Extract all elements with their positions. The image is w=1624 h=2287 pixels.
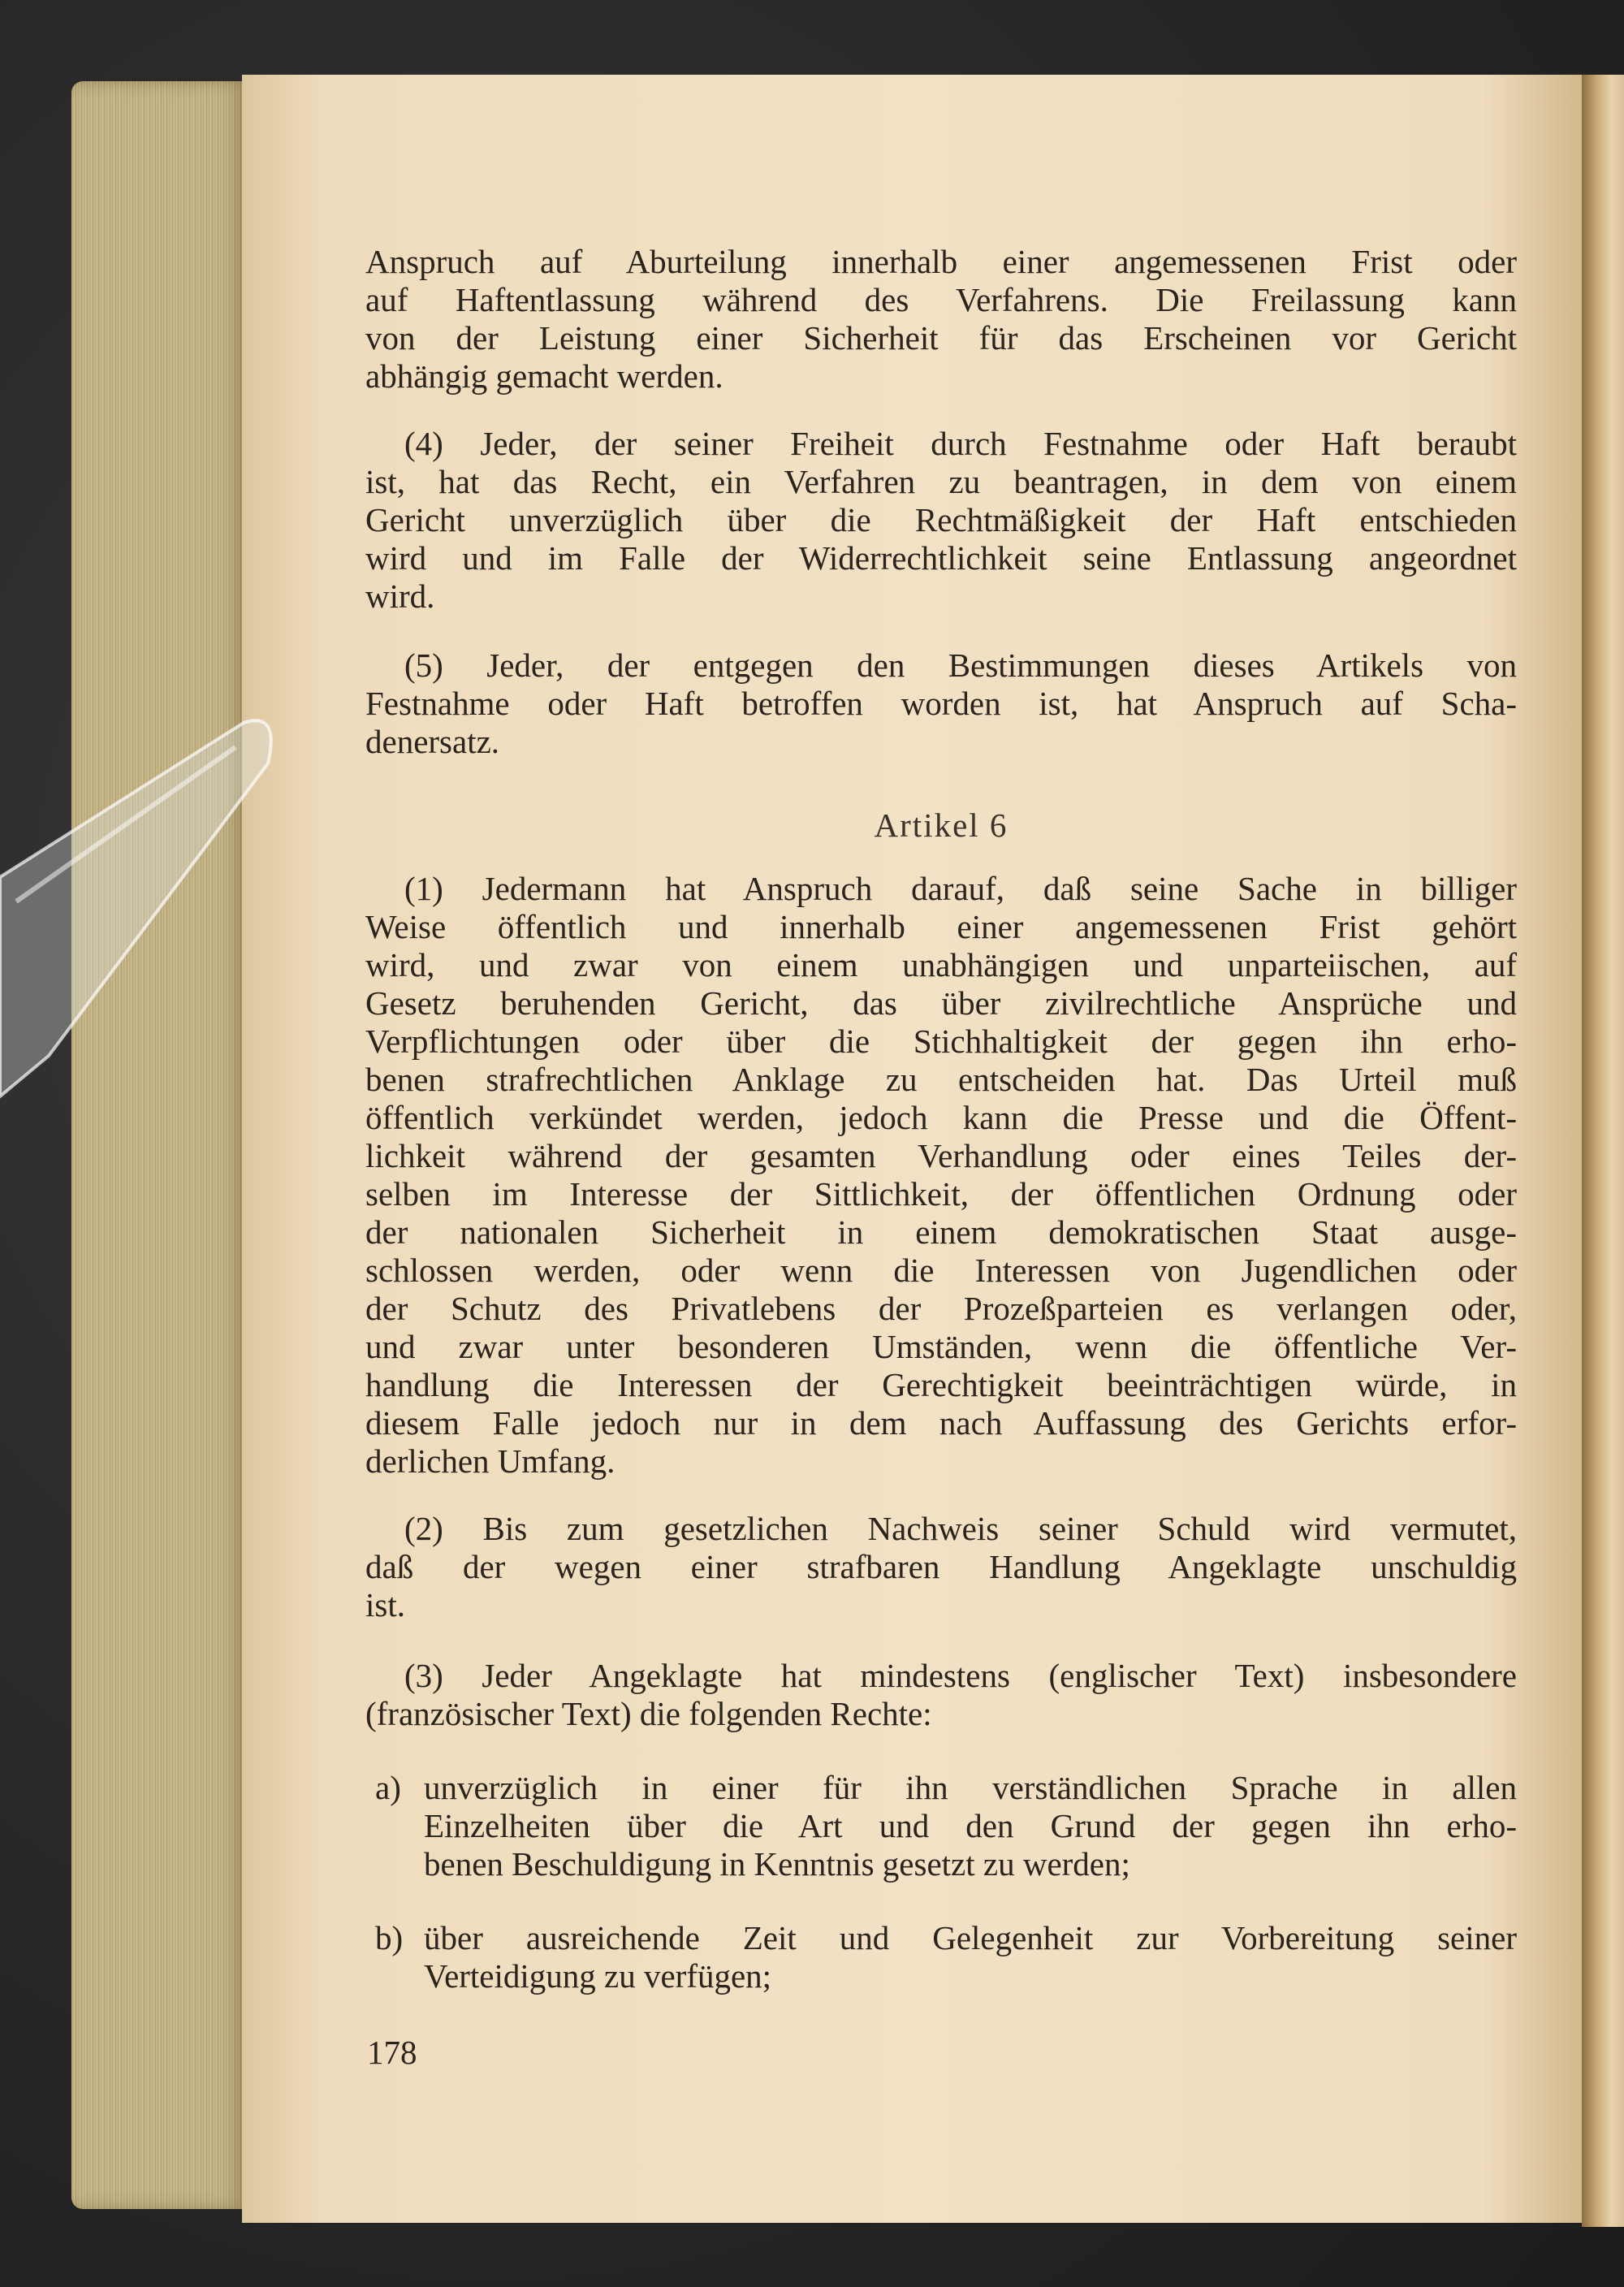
text-line: Gericht unverzüglich über die Rechtmäßigkeit der Haft entschieden	[365, 501, 1517, 538]
paragraph	[365, 870, 1517, 1481]
text-line: (5) Jeder, der entgegen den Bestimmungen dieses Artikels von	[404, 646, 1517, 684]
paragraph	[365, 243, 1517, 396]
page-edges	[71, 81, 246, 2209]
text-line: schlossen werden, oder wenn die Interessen von Jugendlichen oder	[365, 1252, 1517, 1289]
text-line: (3) Jeder Angeklagte hat mindestens (englischer Text) insbesondere	[404, 1657, 1517, 1694]
text-line: denersatz.	[365, 723, 500, 760]
text-line: wird, und zwar von einem unabhängigen und unparteiischen, auf	[365, 946, 1517, 984]
text-line: der nationalen Sicherheit in einem demokratischen Staat ausge-	[365, 1213, 1517, 1251]
page-number: 178	[367, 2034, 417, 2071]
text-line: derlichen Umfang.	[365, 1442, 615, 1480]
text-line: lichkeit während der gesamten Verhandlung oder eines Teiles der-	[365, 1137, 1517, 1174]
text-line: Weise öffentlich und innerhalb einer angemessenen Frist gehört	[365, 908, 1517, 945]
list-item-label: a)	[375, 1769, 401, 1806]
text-line: der Schutz des Privatlebens der Prozeßparteien es verlangen oder,	[365, 1290, 1517, 1327]
text-line: über ausreichende Zeit und Gelegenheit zur Vorbereitung seiner	[424, 1919, 1517, 1956]
text-line: benen Beschuldigung in Kenntnis gesetzt zu werden;	[424, 1845, 1130, 1883]
text-line: (2) Bis zum gesetzlichen Nachweis seiner Schuld wird vermutet,	[404, 1510, 1517, 1547]
text-line: ist.	[365, 1586, 405, 1623]
text-line: abhängig gemacht werden.	[365, 357, 723, 395]
text-line: (1) Jedermann hat Anspruch darauf, daß seine Sache in billiger	[404, 870, 1517, 907]
text-line: Einzelheiten über die Art und den Grund der gegen ihn erho-	[424, 1807, 1517, 1844]
list-item-text	[424, 1919, 1517, 1995]
text-line: benen strafrechtlichen Anklage zu entscheiden hat. Das Urteil muß	[365, 1061, 1517, 1098]
article-heading: Artikel 6	[874, 806, 1009, 844]
text-line: selben im Interesse der Sittlichkeit, der öffentlichen Ordnung oder	[365, 1175, 1517, 1213]
text-line: wird.	[365, 577, 435, 615]
text-line: wird und im Falle der Widerrechtlichkeit seine Entlassung angeordnet	[365, 539, 1517, 577]
paragraph	[365, 1510, 1517, 1624]
text-line: handlung die Interessen der Gerechtigkeit beeinträchtigen würde, in	[365, 1366, 1517, 1403]
text-line: daß der wegen einer strafbaren Handlung Angeklagte unschuldig	[365, 1548, 1517, 1585]
text-line: auf Haftentlassung während des Verfahrens. Die Freilassung kann	[365, 281, 1517, 318]
text-line: Festnahme oder Haft betroffen worden ist, hat Anspruch auf Scha-	[365, 685, 1517, 722]
paragraph	[365, 646, 1517, 761]
text-line: Verteidigung zu verfügen;	[424, 1957, 772, 1995]
text-line: Gesetz beruhenden Gericht, das über zivilrechtliche Ansprüche und	[365, 984, 1517, 1022]
book-gutter	[1582, 75, 1624, 2227]
text-line: ist, hat das Recht, ein Verfahren zu beantragen, in dem von einem	[365, 463, 1517, 500]
paragraph	[365, 1657, 1517, 1733]
text-line: von der Leistung einer Sicherheit für das Erscheinen vor Gericht	[365, 319, 1517, 357]
text-line: öffentlich verkündet werden, jedoch kann die Presse und die Öffent-	[365, 1099, 1517, 1136]
list-item-label: b)	[375, 1919, 404, 1956]
text-line: diesem Falle jedoch nur in dem nach Auffassung des Gerichts erfor-	[365, 1404, 1517, 1442]
list-item-text	[424, 1769, 1517, 1883]
text-line: Verpflichtungen oder über die Stichhaltigkeit der gegen ihn erho-	[365, 1022, 1517, 1060]
paragraph	[365, 425, 1517, 616]
text-line: (französischer Text) die folgenden Rechte:	[365, 1695, 932, 1732]
text-line: unverzüglich in einer für ihn verständlichen Sprache in allen	[424, 1769, 1517, 1806]
text-line: und zwar unter besonderen Umständen, wenn die öffentliche Ver-	[365, 1328, 1517, 1365]
text-line: (4) Jeder, der seiner Freiheit durch Festnahme oder Haft beraubt	[404, 425, 1517, 462]
text-line: Anspruch auf Aburteilung innerhalb einer angemessenen Frist oder	[365, 243, 1517, 280]
